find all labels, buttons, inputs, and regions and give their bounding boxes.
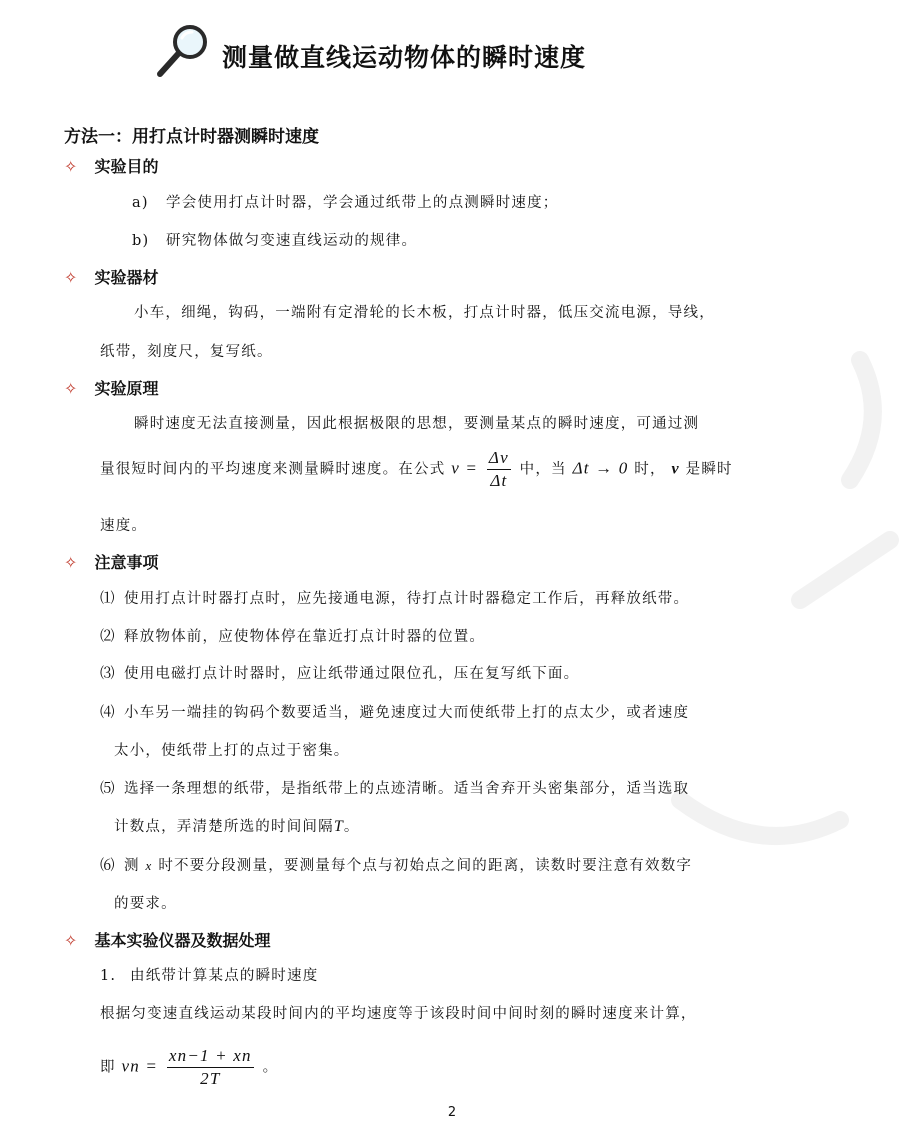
section-equipment: [64, 265, 159, 288]
section-notes: [64, 550, 159, 573]
background-watermark: [560, 300, 900, 920]
diamond-bullet-icon: ✧: [64, 379, 78, 398]
v-symbol: v: [671, 460, 680, 478]
section-purpose: [64, 154, 159, 177]
list-item-continuation: 太小，使纸带上打的点过于密集。: [114, 743, 350, 759]
list-item: a) 学会使用打点计时器，学会通过纸带上的点测瞬时速度；: [132, 195, 559, 211]
sub-heading: 1. 由纸带计算某点的瞬时速度: [100, 968, 319, 984]
equipment-line-1: 小车，细绳，钩码，一端附有定滑轮的长木板，打点计时器，低压交流电源，导线，: [134, 305, 715, 321]
velocity-formula-fraction: $\frac{\Delta v}{\Delta t}$: [488, 448, 509, 490]
x-symbol: x: [145, 858, 153, 873]
page-number: 2: [447, 1105, 457, 1120]
list-item-continuation: 的要求。: [114, 896, 177, 912]
section-heading: 基本实验仪器及数据处理: [94, 931, 271, 950]
method-heading: 方法一：用打点计时器测瞬时速度: [64, 127, 319, 147]
list-item: ⑵ 释放物体前，应使物体停在靠近打点计时器的位置。: [100, 629, 486, 645]
list-item: ⑸ 选择一条理想的纸带，是指纸带上的点迹清晰。适当舍弃开头密集部分，适当选取: [100, 781, 690, 797]
diamond-bullet-icon: ✧: [64, 268, 78, 287]
list-item-continuation: 计数点，弄清楚所选的时间间隔T。: [114, 818, 360, 835]
principle-line-1: 瞬时速度无法直接测量，因此根据极限的思想，要测量某点的瞬时速度，可通过测: [134, 416, 700, 432]
velocity-formula-lhs: v =: [451, 458, 479, 478]
processing-line-1: 根据匀变速直线运动某段时间内的平均速度等于该段时间中间时刻的瞬时速度来计算，: [100, 1006, 697, 1022]
processing-line-2: 即 vn = $\frac{xn-1 + xn}{2T}$ 。: [100, 1046, 279, 1088]
list-item: ⑶ 使用电磁打点计时器时，应让纸带通过限位孔，压在复写纸下面。: [100, 666, 580, 682]
T-symbol: T: [333, 818, 344, 835]
diamond-bullet-icon: ✧: [64, 931, 78, 950]
section-heading: 实验目的: [94, 157, 159, 176]
vn-formula-fraction: $\frac{xn-1 + xn}{2T}$: [168, 1046, 252, 1088]
magnifier-icon: [152, 24, 212, 80]
list-item: ⑴ 使用打点计时器打点时，应先接通电源，待打点计时器稳定工作后，再释放纸带。: [100, 591, 690, 607]
section-processing: [64, 928, 271, 951]
equipment-line-2: 纸带，刻度尺，复写纸。: [100, 344, 273, 360]
principle-line-2: 量很短时间内的平均速度来测量瞬时速度。在公式 v = $\frac{\Delta v}{\Delta t}$ 中，当 Δt → 0 时， v 是瞬时: [100, 448, 733, 490]
principle-line-3: 速度。: [100, 518, 148, 534]
section-heading: 实验原理: [94, 379, 159, 398]
page-title: 测量做直线运动物体的瞬时速度: [222, 43, 587, 72]
section-principle: [64, 376, 159, 399]
list-item: ⑷ 小车另一端挂的钩码个数要适当，避免速度过大而使纸带上打的点太少，或者速度: [100, 705, 690, 721]
diamond-bullet-icon: ✧: [64, 553, 78, 572]
section-heading: 实验器材: [94, 268, 159, 287]
list-item: ⑹ 测 x 时不要分段测量，要测量每个点与初始点之间的距离，读数时要注意有效数字: [100, 858, 693, 874]
list-item: b) 研究物体做匀变速直线运动的规律。: [132, 233, 418, 249]
vn-formula-lhs: vn =: [121, 1056, 159, 1076]
limit-expression: Δt → 0: [572, 458, 629, 478]
section-heading: 注意事项: [94, 553, 159, 572]
diamond-bullet-icon: ✧: [64, 157, 78, 176]
